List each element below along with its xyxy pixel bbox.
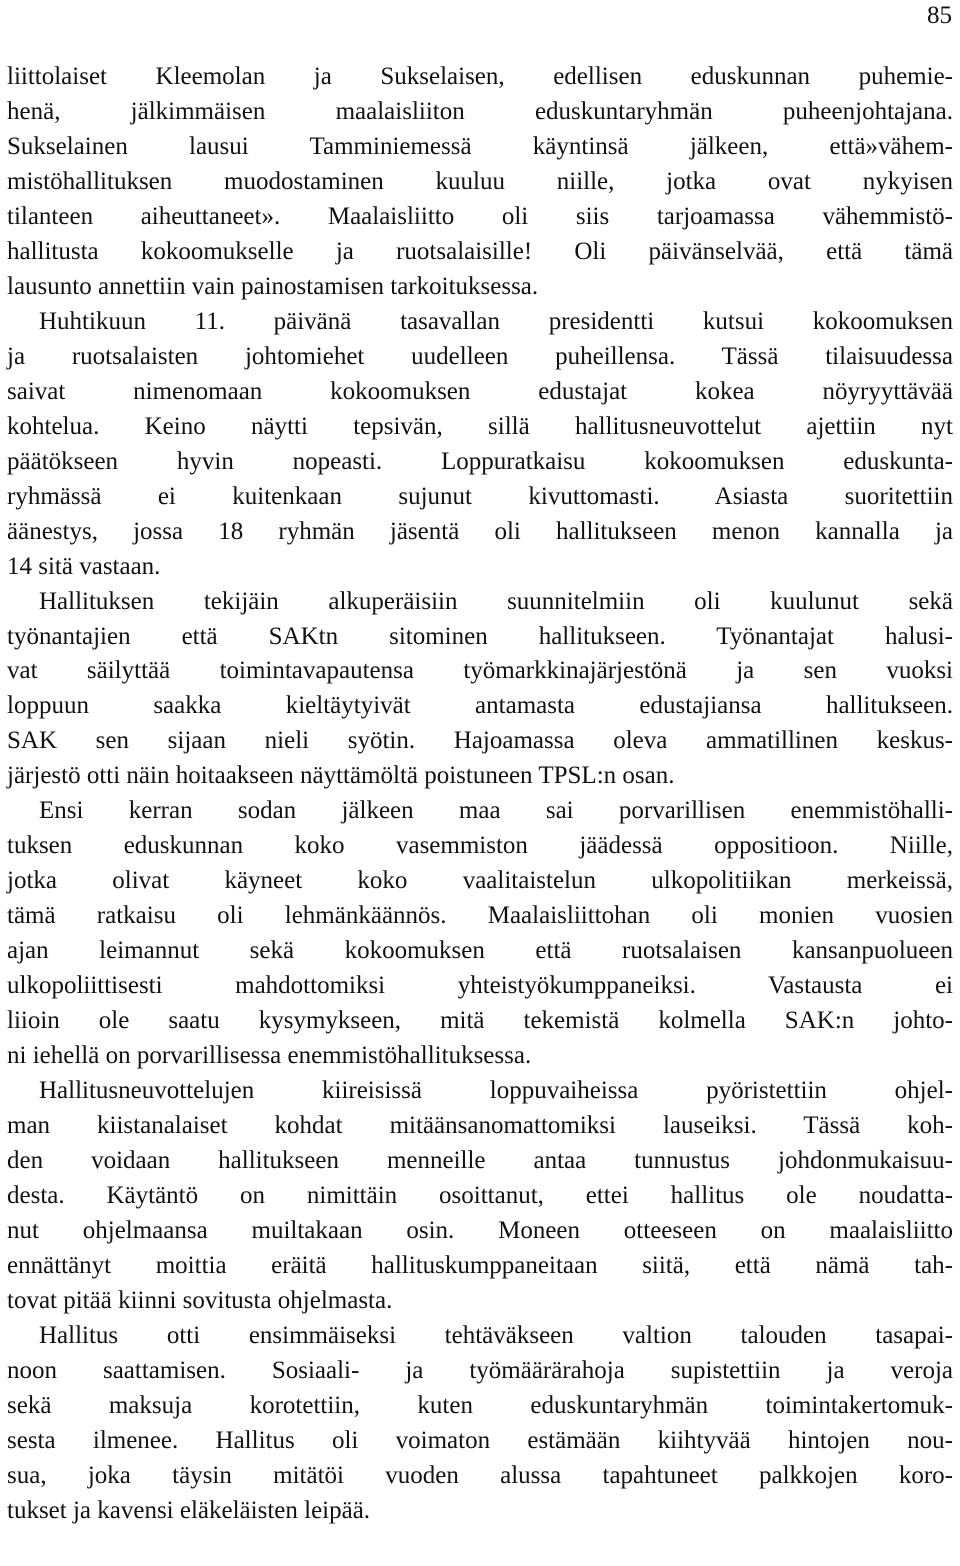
text-line: hallitusta kokoomukselle ja ruotsalaisille! Oli päivänselvää, että tämä	[7, 237, 953, 265]
text-line: den voidaan hallitukseen menneille antaa tunnustus johdonmukaisuu-	[7, 1147, 953, 1175]
text-line: ryhmässä ei kuitenkaan sujunut kivuttomasti. Asiasta suoritettiin	[7, 482, 953, 510]
text-line: nut ohjelmaansa muiltakaan osin. Moneen otteeseen on maalaisliitto	[7, 1216, 953, 1244]
text-line: liioin ole saatu kysymykseen, mitä tekemistä kolmella SAK:n johto-	[7, 1007, 953, 1035]
text-line: Huhtikuun 11. päivänä tasavallan presidentti kutsui kokoomuksen	[39, 307, 953, 335]
text-line: tovat pitää kiinni sovitusta ohjelmasta.	[7, 1286, 393, 1314]
text-line: tämä ratkaisu oli lehmänkäännös. Maalaisliittohan oli monien vuosien	[7, 902, 953, 930]
text-line: ajan leimannut sekä kokoomuksen että ruotsalaisen kansanpuolueen	[7, 937, 953, 965]
text-line: sekä maksuja korotettiin, kuten eduskuntaryhmän toimintakertomuk-	[7, 1391, 953, 1419]
text-line: lausunto annettiin vain painostamisen tarkoituksessa.	[7, 272, 539, 300]
text-line: SAK sen sijaan nieli syötin. Hajoamassa oleva ammatillinen keskus-	[7, 727, 953, 755]
text-line: ulkopoliittisesti mahdottomiksi yhteistyökumppaneiksi. Vastausta ei	[7, 972, 953, 1000]
text-line: tilanteen aiheuttaneet». Maalaisliitto oli siis tarjoamassa vähemmistö-	[7, 202, 953, 230]
text-line: henä, jälkimmäisen maalaisliiton eduskuntaryhmän puheenjohtajana.	[7, 97, 953, 125]
text-line: Hallitus otti ensimmäiseksi tehtäväkseen valtion talouden tasapai-	[39, 1321, 953, 1349]
body-text	[7, 60, 953, 1529]
text-line: loppuun saakka kieltäytyivät antamasta edustajiansa hallitukseen.	[7, 692, 953, 720]
text-line: ja ruotsalaisten johtomiehet uudelleen puheillensa. Tässä tilaisuudessa	[7, 342, 953, 370]
text-line: ni iehellä on porvarillisessa enemmistöhallituksessa.	[7, 1042, 532, 1070]
text-line: jotka olivat käyneet koko vaalitaistelun ulkopolitiikan merkeissä,	[7, 867, 953, 895]
text-line: työnantajien että SAKtn sitominen hallitukseen. Työnantajat halusi-	[7, 622, 953, 650]
text-line: desta. Käytäntö on nimittäin osoittanut, ettei hallitus ole noudatta-	[7, 1182, 953, 1209]
text-line: kohtelua. Keino näytti tepsivän, sillä hallitusneuvottelut ajettiin nyt	[7, 412, 953, 440]
text-line: 14 sitä vastaan.	[7, 552, 161, 580]
text-line: tukset ja kavensi eläkeläisten leipää.	[7, 1496, 371, 1524]
text-line: Hallituksen tekijäin alkuperäisiin suunnitelmiin oli kuulunut sekä	[39, 587, 953, 615]
text-line: tuksen eduskunnan koko vasemmiston jäädessä oppositioon. Niille,	[7, 832, 953, 860]
text-line: päätökseen hyvin nopeasti. Loppuratkaisu kokoomuksen eduskunta-	[7, 447, 953, 475]
text-line: liittolaiset Kleemolan ja Sukselaisen, edellisen eduskunnan puhemie-	[7, 63, 953, 90]
text-line: Sukselainen lausui Tamminiemessä käyntinsä jälkeen, että»vähem-	[7, 132, 953, 160]
text-line: saivat nimenomaan kokoomuksen edustajat kokea nöyryyttävää	[7, 377, 953, 405]
text-line: sua, joka täysin mitätöi vuoden alussa tapahtuneet palkkojen koro-	[7, 1461, 953, 1489]
text-line: sesta ilmenee. Hallitus oli voimaton estämään kiihtyvää hintojen nou-	[7, 1426, 953, 1454]
text-line: äänestys, jossa 18 ryhmän jäsentä oli hallitukseen menon kannalla ja	[7, 517, 953, 545]
text-line: järjestö otti näin hoitaakseen näyttämöltä poistuneen TPSL:n osan.	[7, 762, 675, 790]
page-number: 85	[927, 2, 952, 29]
text-line: mistöhallituksen muodostaminen kuuluu niille, jotka ovat nykyisen	[7, 167, 953, 195]
text-line: Hallitusneuvottelujen kiireisissä loppuvaiheissa pyöristettiin ohjel-	[39, 1077, 953, 1105]
text-line: ennättänyt moittia eräitä hallituskumppaneitaan siitä, että nämä tah-	[7, 1251, 953, 1279]
text-line: man kiistanalaiset kohdat mitäänsanomattomiksi lauseiksi. Tässä koh-	[7, 1112, 953, 1140]
text-line: noon saattamisen. Sosiaali- ja työmäärärahoja supistettiin ja veroja	[7, 1356, 953, 1384]
text-line: Ensi kerran sodan jälkeen maa sai porvarillisen enemmistöhalli-	[39, 797, 953, 825]
text-line: vat säilyttää toimintavapautensa työmarkkinajärjestönä ja sen vuoksi	[7, 657, 953, 685]
